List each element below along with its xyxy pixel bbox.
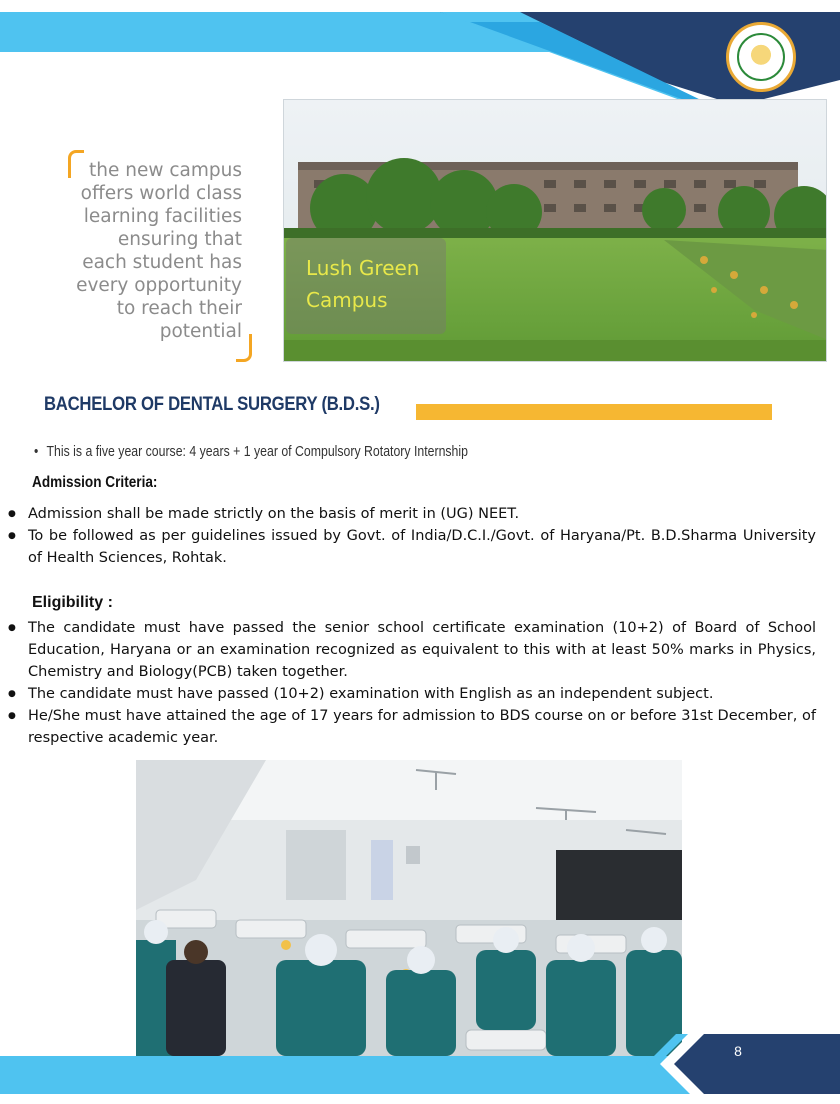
quote-line: offers world class xyxy=(80,183,242,204)
page-number: 8 xyxy=(734,1043,742,1059)
course-duration: • This is a five year course: 4 years + 1 year of Compulsory Rotatory Internship xyxy=(34,443,468,460)
dental-lab-photo xyxy=(136,760,682,1056)
quote-line: each student has xyxy=(82,252,242,273)
list-item: ● The candidate must have passed the senior school certificate examination (10+2) of Board of School Education, Haryana or an examination recognized as equivalent to this with at least 50% marks in Physics, Chemistry and Biology(PCB) taken together. xyxy=(6,617,816,683)
campus-caption xyxy=(286,238,446,334)
list-item: ● The candidate must have passed (10+2) examination with English as an independent subject. xyxy=(6,683,816,705)
quote-line: potential xyxy=(159,321,242,342)
admission-criteria-list xyxy=(6,503,816,569)
university-logo xyxy=(726,22,796,92)
campus-photo xyxy=(283,99,827,362)
admission-criteria-heading: Admission Criteria: xyxy=(32,474,158,491)
list-item: ● Admission shall be made strictly on the basis of merit in (UG) NEET. xyxy=(6,503,816,525)
footer-band xyxy=(0,1030,840,1104)
quote-bracket-close-icon xyxy=(236,334,252,362)
pull-quote-text xyxy=(62,159,242,343)
list-item: ● He/She must have attained the age of 17 years for admission to BDS course on or before 31st December, of respective academic year. xyxy=(6,705,816,749)
pull-quote xyxy=(62,150,248,362)
header-band xyxy=(0,0,840,110)
campus-caption-line: Lush Green xyxy=(306,256,420,280)
list-item: ● To be followed as per guidelines issued by Govt. of India/D.C.I./Govt. of Haryana/Pt. B.D.Sharma University of Health Sciences, Rohtak. xyxy=(6,525,816,569)
eligibility-heading: Eligibility : xyxy=(32,594,113,611)
eligibility-list xyxy=(6,617,816,749)
logo-emblem xyxy=(737,33,785,81)
quote-line: ensuring that xyxy=(117,229,242,250)
campus-caption-line: Campus xyxy=(306,288,388,312)
section-title: BACHELOR OF DENTAL SURGERY (B.D.S.) xyxy=(44,394,380,415)
quote-line: learning facilities xyxy=(83,206,242,227)
quote-line: every opportunity xyxy=(76,275,242,296)
quote-line: the new campus xyxy=(89,160,242,181)
quote-line: to reach their xyxy=(116,298,242,319)
title-accent-bar xyxy=(416,404,772,420)
dental-lab-illustration xyxy=(136,760,682,1056)
